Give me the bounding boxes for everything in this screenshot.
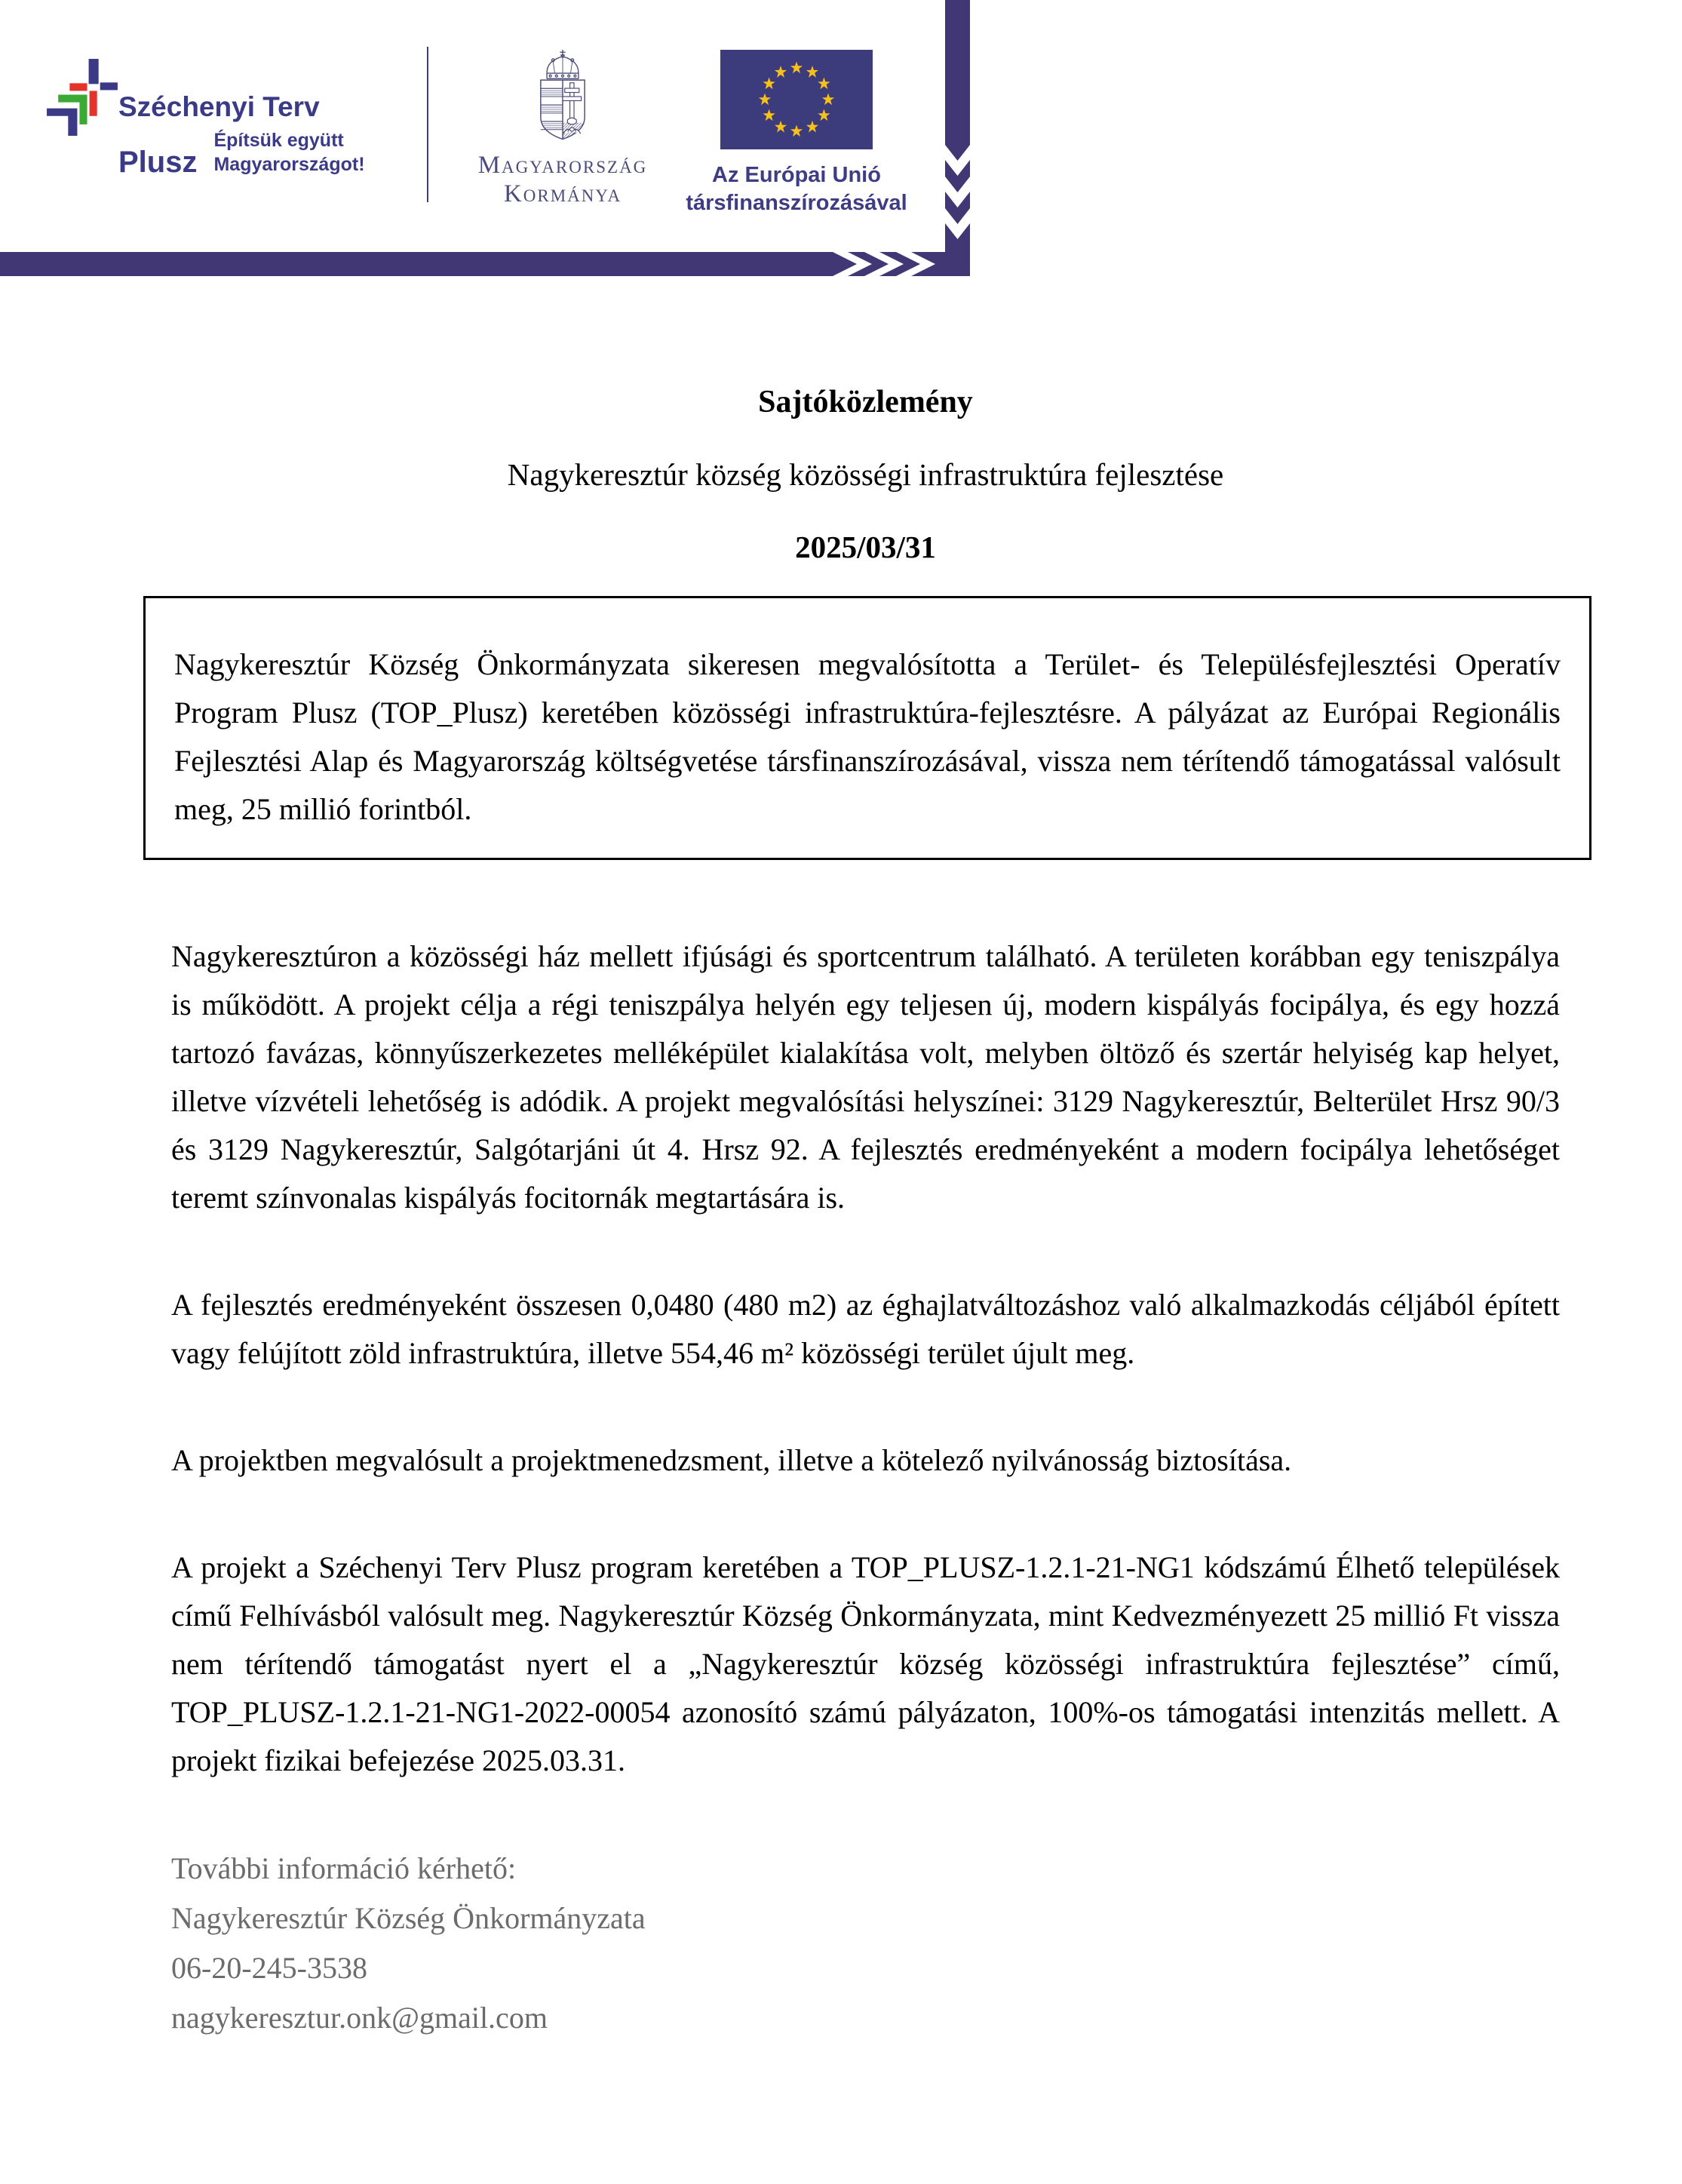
body-paragraph-4: A projekt a Széchenyi Terv Plusz program keretében a TOP_PLUSZ-1.2.1-21-NG1 kódszámú Élhető települések című Felhívásból valósult meg. Nagykeresztúr Község Önkormányzata, mint Kedvezményezett 25 millió Ft vissza nem térítendő támogatást nyert el a „Nagykeresztúr község közösségi infrastruktúra fejlesztése” című, TOP_PLUSZ-1.2.1-21-NG1-2022-00054 azonosító számú pályázaton, 100%-os támogatási intenzitás mellett. A projekt fizikai befejezése 2025.03.31. xyxy=(171,1550,1560,1777)
government-caption-line-1: Magyarország xyxy=(477,152,648,179)
release-date: 2025/03/31 xyxy=(795,530,936,564)
logo-line-1: Széchenyi Terv xyxy=(118,91,320,122)
logo-tagline-2: Magyarországot! xyxy=(213,154,365,175)
project-subtitle: Nagykeresztúr község közösségi infrastruktúra fejlesztése xyxy=(507,457,1224,492)
page-title: Sajtóközlemény xyxy=(758,385,973,419)
contact-organization: Nagykeresztúr Község Önkormányzata xyxy=(171,1901,646,1935)
body-paragraph-1: Nagykeresztúron a közösségi ház mellett ifjúsági és sportcentrum található. A területen korábban egy teniszpálya is működött. A projekt célja a régi teniszpálya helyén egy teljesen új, modern kispályás focipálya, és egy hozzá tartozó favázas, könnyűszerkezetes melléképület kialakítása volt, melyben öltöző és szertár helyiség kap helyet, illetve vízvételi lehetőség is adódik. A projekt megvalósítási helyszínei: 3129 Nagykeresztúr, Belterület Hrsz 90/3 és 3129 Nagykeresztúr, Salgótarjáni út 4. Hrsz 92. A fejlesztés eredményeként a modern focipálya lehetőséget teremt színvonalas kispályás focitornák megtartására is. xyxy=(171,939,1560,1215)
header-banner xyxy=(0,0,1682,287)
lead-summary-box: Nagykeresztúr Község Önkormányzata sikeresen megvalósította a Terület- és Településfejlesztési Operatív Program Plusz (TOP_Plusz) keretében közösségi infrastruktúra-fejlesztésre. A pályázat az Európai Regionális Fejlesztési Alap és Magyarország költségvetése társfinanszírozásával, vissza nem térítendő támogatással valósult meg, 25 millió forintból. xyxy=(143,596,1591,860)
contact-block xyxy=(171,1844,1560,2043)
eu-caption-line-2: társfinanszírozásával xyxy=(686,191,907,215)
document-body xyxy=(171,932,1560,1785)
banner-chevron-ornament xyxy=(0,0,1682,287)
body-paragraph-3: A projektben megvalósult a projektmenedzsment, illetve a kötelező nyilvánosság biztosítása. xyxy=(171,1443,1292,1477)
contact-phone: 06-20-245-3538 xyxy=(171,1951,367,1985)
contact-email: nagykeresztur.onk@gmail.com xyxy=(171,2001,548,2035)
body-paragraph-2: A fejlesztés eredményeként összesen 0,0480 (480 m2) az éghajlatváltozáshoz való alkalmazkodás céljából épített vagy felújított zöld infrastruktúra, illetve 554,46 m² közösségi terület újult meg. xyxy=(171,1288,1560,1370)
contact-heading: További információ kérhető: xyxy=(171,1851,517,1885)
document-content xyxy=(0,287,1682,2043)
government-caption-line-2: Kormánya xyxy=(503,180,622,207)
eu-caption-line-1: Az Európai Unió xyxy=(712,163,881,187)
logo-tagline-1: Építsük együtt xyxy=(213,130,344,151)
logo-line-2: Plusz xyxy=(118,146,198,179)
